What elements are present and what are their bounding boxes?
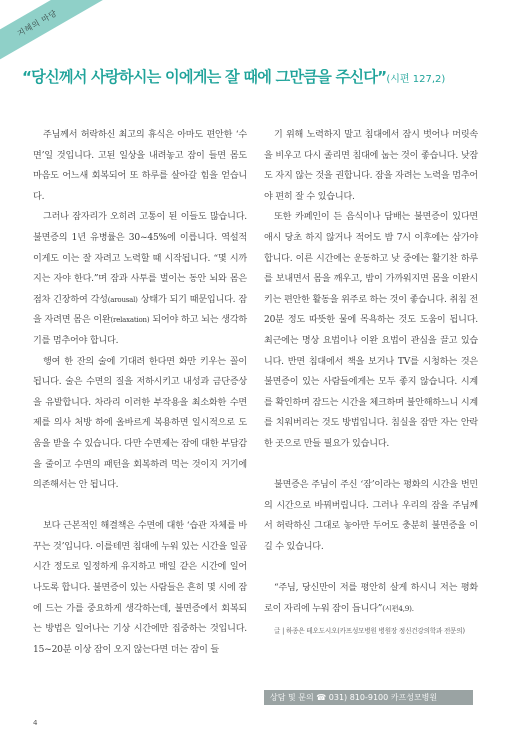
paragraph-text: 상태가 되기 때문입니다. 잠을 자려면 몸은 이완 xyxy=(33,294,248,326)
title-text: “당신께서 사랑하시는 이에게는 잘 때에 그만큼을 주신다” xyxy=(22,68,387,86)
paragraph-text: 되어야 하고 뇌는 생각하기를 멈추어야 합니다. xyxy=(33,315,248,346)
contact-text: 상담 및 문의 ☎ 031) 810-9100 카프성모병원 xyxy=(270,693,438,702)
paragraph: 불면증은 주님이 주신 ‘잠’이라는 평화의 시간을 번민의 시간으로 바꿔버립니다. 그러나 우리의 잠을 주님께서 허락하신 그대로 놓아만 두어도 충분히 불면증을 이길 수 있습니다. xyxy=(264,480,478,552)
paragraph: 또한 카페인이 든 음식이나 담배는 불면증이 있다면 애시 당초 하지 않거나 적어도 밤 7시 이후에는 삼가야 합니다. 이른 시간에는 운동하고 낮 중에는 활기찬 하루를 보내면서 몸을 깨우고, 밤이 가까워지면 몸을 이완시키는 편안한 활동을 위주로 하는 것이 좋습니다. 취침 전 20분 정도 따뜻한 물에 목욕하는 것도 도움이 됩니다. 최근에는 명상 요법이나 이완 요법이 관심을 끌고 있습니다. 반면 침대에서 책을 보거나 TV를 시청하는 것은 불면증이 있는 사람들에게는 모두 좋지 않습니다. 시계를 확인하며 잠드는 시간을 체크하며 불안해하느니 시계를 치워버리는 것도 방법입니다. 침실을 잠만 자는 안락한 곳으로 만들 필요가 있습니다. xyxy=(264,212,478,449)
quote-text: “주님, 당신만이 저를 평안히 살게 하시니 저는 평화로이 자리에 누워 잠이 듭니다” xyxy=(264,583,478,614)
paragraph xyxy=(33,207,247,351)
term-arousal: (arousal) xyxy=(107,295,138,304)
scripture-quote xyxy=(264,578,478,619)
title-reference: (시편 127,2) xyxy=(386,74,446,85)
paragraph: 주님께서 허락하신 최고의 휴식은 아마도 편안한 ‘수면’일 것입니다. 고된 일상을 내려놓고 잠이 들면 몸도 마음도 어느새 회복되어 또 하루를 살아갈 힘을 얻습니다. xyxy=(33,130,247,202)
section-label: 지혜의 마당 xyxy=(15,8,59,38)
quote-citation: (시편4,9). xyxy=(382,603,414,613)
left-column xyxy=(33,125,247,660)
contact-banner xyxy=(264,690,473,705)
author-byline: 글 | 하종은 테오도시오(카프성모병원 병원장 정신건강의학과 전문의) xyxy=(274,627,465,636)
section-corner-band xyxy=(0,0,108,72)
paragraph: 행여 한 잔의 술에 기대려 한다면 화만 키우는 꼴이 됩니다. 술은 수면의 질을 저하시키고 내성과 금단증상을 유발합니다. 차라리 이러한 부작용을 최소화한 수면제를 의사 처방 하에 올바르게 복용하면 일시적으로 도움을 받을 수 있습니다. 다만 수면제는 잠에 대한 부담감을 줄이고 수면의 패턴을 회복하려 먹는 것이지 거기에 의존해서는 안 됩니다. xyxy=(33,356,247,491)
paragraph-text: 그러나 잠자리가 오히려 고통이 된 이들도 많습니다. 불면증의 1년 유병률은 30~45%에 이릅니다. 역설적이게도 이는 잘 자려고 노력할 때 시작됩니다. “몇 시까지는 자야 한다.”며 잠과 사투를 벌이는 동안 뇌와 몸은 점차 긴장하여 각성 xyxy=(33,212,247,305)
term-relaxation: (relaxation) xyxy=(110,316,150,325)
paragraph: 보다 근본적인 해결책은 수면에 대한 ‘습관 자체를 바꾸는 것’입니다. 이를테면 침대에 누워 있는 시간을 일곱 시간 정도로 일정하게 유지하고 매일 같은 시간에 일어나도록 합니다. 불면증이 있는 사람들은 흔히 몇 시에 잠에 드는 가를 중요하게 생각하는데, 불면증에서 회복되는 방법은 일어나는 기상 시간에만 집중하는 것입니다. 15~20분 이상 잠이 오지 않는다면 더는 잠이 들 xyxy=(33,521,247,655)
article-title xyxy=(22,66,492,87)
page-number: 4 xyxy=(33,719,38,727)
paragraph: 기 위해 노력하지 말고 침대에서 잠시 벗어나 머릿속을 비우고 다시 졸리면 침대에 눕는 것이 좋습니다. 낮잠도 자지 않는 것을 권합니다. 잠을 자려는 노력을 멈추어야 편히 잘 수 있습니다. xyxy=(264,130,478,202)
right-column xyxy=(264,125,478,637)
